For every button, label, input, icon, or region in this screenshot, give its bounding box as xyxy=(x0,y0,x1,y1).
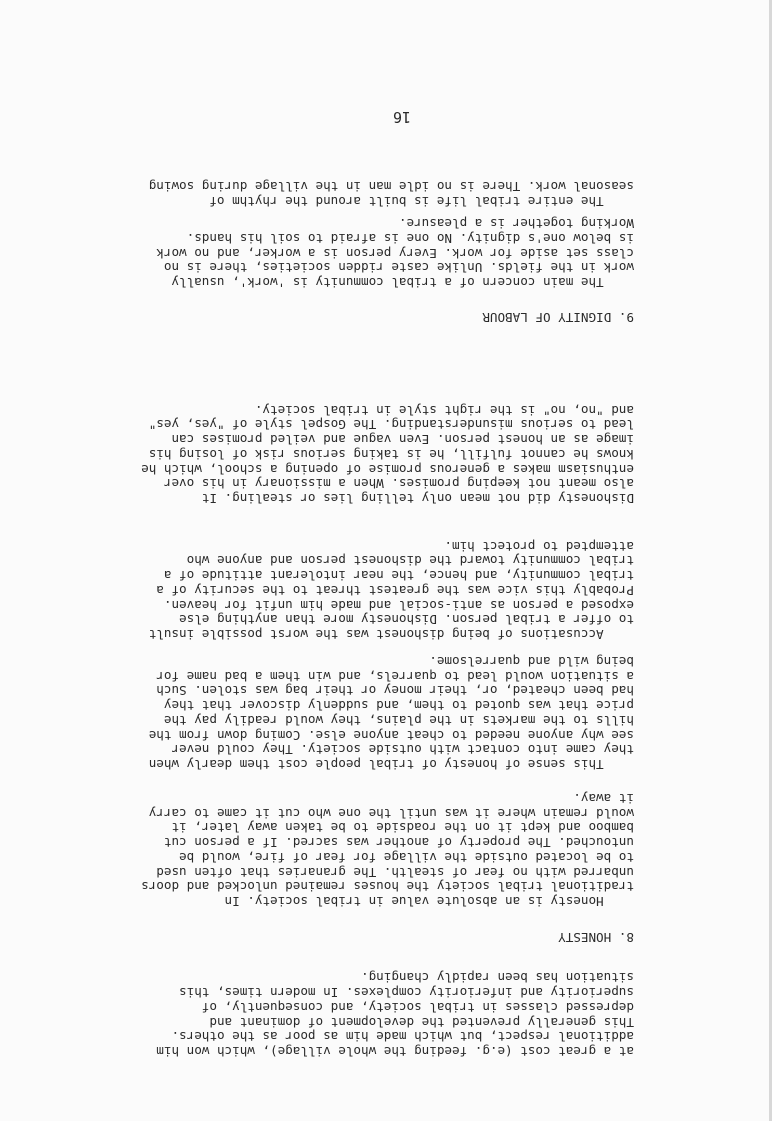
top-paragraph xyxy=(34,970,634,1058)
text-line: would remain where it was until the one who cut it came to carry xyxy=(148,805,634,821)
text-line: Honesty is an absolute value in tribal society. In xyxy=(224,894,634,909)
text-line: This sense of honesty of tribal people cost them dearly when xyxy=(148,757,634,772)
text-line: also meant not keeping promises. When a missionary in his over xyxy=(163,476,634,492)
text-line: attempted to protect him. xyxy=(444,538,634,554)
text-line: see why anyone needed to cheat anyone else. Coming down from the xyxy=(148,727,634,743)
text-line: exposed a person as anti-social and made him unfit for heaven. xyxy=(163,597,634,613)
section-heading-honesty: 8. HONESTY xyxy=(558,930,634,945)
text-line: lead to serious misunderstanding. The Gospel style of "yes, yes" xyxy=(148,417,634,433)
text-line: untouched. The property of another was sacred. If a person cut xyxy=(163,835,634,851)
text-line: traditional tribal society the houses remained unlocked and doors xyxy=(141,879,634,895)
honesty-paragraph-3 xyxy=(34,538,634,641)
text-line: tribal community toward the dishonest person and anyone who xyxy=(186,553,634,569)
text-line: a situation would lead to quarrels, and win them a bad name for xyxy=(156,668,634,684)
labour-paragraph-1 xyxy=(34,215,634,289)
page-number: 16 xyxy=(392,108,412,126)
text-line: Probably this vice was the greatest threat to the security of a xyxy=(156,582,634,598)
text-line: they came into contact with outside society. They could never xyxy=(171,742,634,758)
text-line: Accusations of being dishonest was the worst possible insult xyxy=(148,627,634,642)
text-line: The entire tribal life is built around the rhythm of xyxy=(209,194,634,209)
text-line: depressed classes in tribal society, and consequently, of xyxy=(201,999,634,1015)
text-line: at a great cost (e.g. feeding the whole village), which won him xyxy=(156,1044,634,1059)
text-line: had been cheated, or, their money or their bag was stolen. Such xyxy=(156,683,634,699)
text-line: unbarred with no fear of stealth. The granaries that often used xyxy=(156,864,634,880)
text-line: seasonal work. There is no idle man in the village during sowing xyxy=(148,179,634,195)
text-line: This generally prevented the development of dominant and xyxy=(209,1014,634,1030)
text-line: it away. xyxy=(573,791,634,807)
honesty-paragraph-4 xyxy=(34,402,634,505)
text-line: additional respect, but which made him as poor as the others. xyxy=(171,1029,634,1045)
text-line: knows he cannot fulfill, he is taking serious risk of losing his xyxy=(148,446,634,462)
text-line: price that was quoted to them, and suddenly discover that they xyxy=(163,698,634,714)
honesty-paragraph-1 xyxy=(34,790,634,908)
text-line: Dishonesty did not mean only telling lies or stealing. It xyxy=(201,491,634,506)
text-line: image as an honest person. Even vague and veiled promises can xyxy=(171,432,634,448)
text-line: The main concern of a tribal community is 'work', usually xyxy=(171,275,634,290)
text-line: bamboo and kept it on the roadside to be taken away later, it xyxy=(171,820,634,836)
honesty-paragraph-2 xyxy=(34,653,634,771)
text-line: class set aside for work. Every person is a worker, and no work xyxy=(156,245,634,261)
text-line: to be located outside the village for fear of fire, would be xyxy=(179,849,634,865)
text-line: being wild and quarrelsome. xyxy=(429,654,634,670)
text-line: enthusiasm makes a generous promise of opening a school, which he xyxy=(141,461,634,477)
section-heading-dignity-of-labour: 9. DIGNITY OF LABOUR xyxy=(482,310,634,325)
text-line: tribal community, and hence, the near intolerant attitude of a xyxy=(163,568,634,584)
text-line: situation has been rapidly changing. xyxy=(361,970,634,986)
text-line: superiority and inferiority complexes. In modern times, this xyxy=(179,985,634,1001)
text-line: and "no, no" is the right style in tribal society. xyxy=(254,402,634,418)
text-line: work in the fields. Unlike caste ridden societies, there is no xyxy=(163,260,634,276)
text-line: hills to the markets in the plains, they would readily pay the xyxy=(163,712,634,728)
text-line: Working together is a pleasure. xyxy=(398,216,634,232)
text-line: is below one's dignity. No one is afraid to soil his hands. xyxy=(186,230,634,246)
text-line: to offer a tribal person. Dishonesty more than anything else xyxy=(179,612,634,628)
labour-paragraph-2 xyxy=(34,179,634,208)
